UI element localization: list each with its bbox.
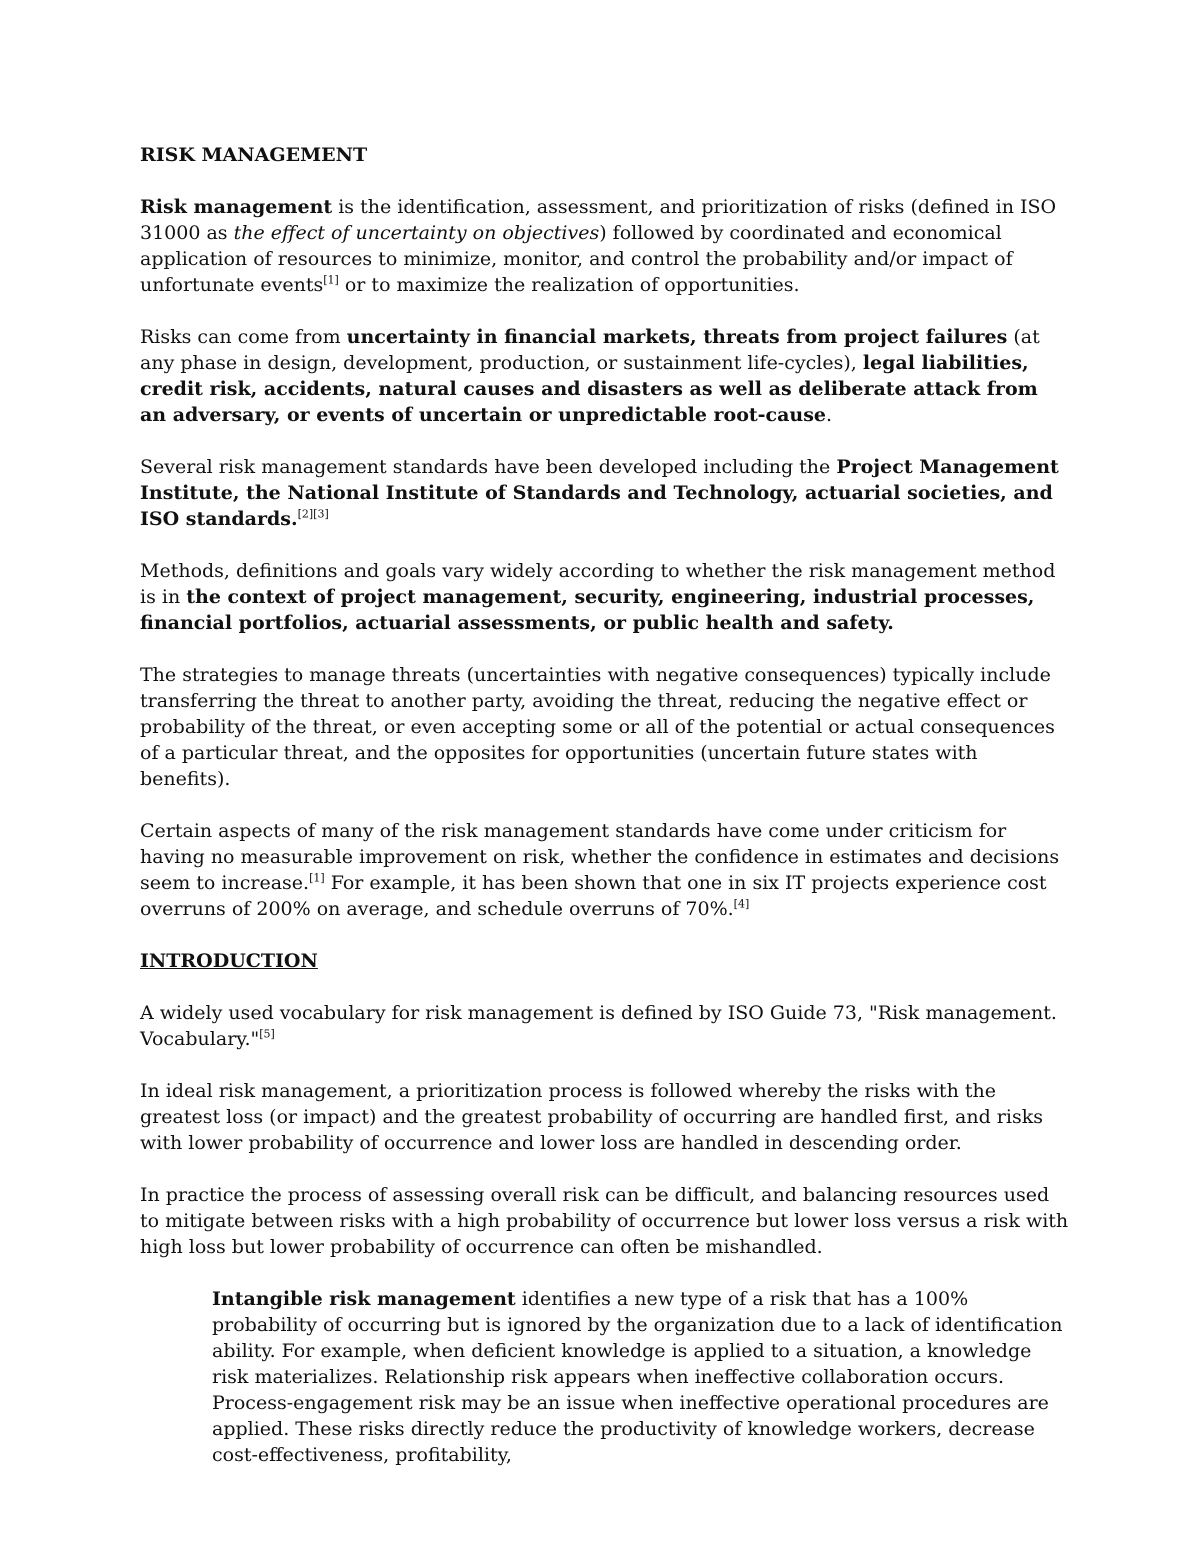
text: is the identification, assessment, and prioritization of risks (defined in ISO 31000 as xyxy=(140,196,1057,244)
paragraph-methods xyxy=(140,558,1070,636)
text: A widely used vocabulary for risk management is defined by ISO Guide 73, "Risk management. Vocabulary." xyxy=(140,1002,1057,1050)
iso-quote: the effect of uncertainty on objectives xyxy=(233,222,600,244)
text: Methods, definitions and goals vary widely according to whether the risk management method is in xyxy=(140,560,1056,608)
bold-text: legal liabilities, credit risk, accidents, natural causes and disasters as well as deliberate attack from an adversary, or events of uncertain or unpredictable root-cause xyxy=(140,352,1038,426)
term-risk-management: Risk management xyxy=(140,196,333,218)
citation-ref: [1] xyxy=(309,871,325,885)
citation-ref: [4] xyxy=(733,897,750,911)
paragraph-strategies: The strategies to manage threats (uncertainties with negative consequences) typically include transferring the threat to another party, avoiding the threat, reducing the negative effect or probability of the threat, or even accepting some or all of the potential or actual consequences of a particular threat, and the opposites for opportunities (uncertain future states with benefits). xyxy=(140,664,1055,790)
text: ) followed by coordinated and economical application of resources to minimize, monitor, and control the probability and/or impact of unfortunate events xyxy=(140,222,1013,296)
paragraph-vocabulary xyxy=(140,1000,1070,1052)
text: For example, it has been shown that one in six IT projects experience cost overruns of 200% on average, and schedule overruns of 70%. xyxy=(140,872,1047,920)
paragraph-criticism xyxy=(140,818,1070,922)
text: identifies a new type of a risk that has a 100% probability of occurring but is ignored by the organization due to a lack of identification ability. For example, when deficient knowledge is applied to a situation, a knowledge risk materializes. Relationship risk appears when ineffective collaboration occurs. Process-engagement risk may be an issue when ineffective operational procedures are applied. These risks directly reduce the productivity of knowledge workers, decrease cost-effectiveness, profitability, xyxy=(212,1288,1063,1466)
document-body xyxy=(140,142,1070,1494)
paragraph-definition xyxy=(140,194,1070,298)
paragraph-ideal: In ideal risk management, a prioritization process is followed whereby the risks with the greatest loss (or impact) and the greatest probability of occurring are handled first, and risks with lower probability of occurrence and lower loss are handled in descending order. xyxy=(140,1080,1043,1154)
text: or to maximize the realization of opportunities. xyxy=(338,274,800,296)
citation-ref: [1] xyxy=(323,273,339,287)
text: (at any phase in design, development, production, or sustainment life-cycles), xyxy=(140,326,1040,374)
section-heading-introduction: INTRODUCTION xyxy=(140,950,318,972)
term-intangible: Intangible risk management xyxy=(212,1288,516,1310)
bold-text: Project Management Institute, the National Institute of Standards and Technology, actuarial societies, and ISO standards. xyxy=(140,456,1059,530)
citation-ref: [2][3] xyxy=(297,507,329,521)
paragraph-intangible xyxy=(140,1286,1070,1468)
bold-text: the context of project management, security, engineering, industrial processes, financial portfolios, actuarial assessments, or public health and safety. xyxy=(140,586,1035,634)
citation-ref: [5] xyxy=(259,1027,275,1041)
bold-text: uncertainty in financial markets, threats from project failures xyxy=(346,326,1008,348)
document-title: RISK MANAGEMENT xyxy=(140,144,368,166)
text: Certain aspects of many of the risk management standards have come under criticism for having no measurable improvement on risk, whether the confidence in estimates and decisions seem to increase. xyxy=(140,820,1060,894)
paragraph-practice: In practice the process of assessing overall risk can be difficult, and balancing resources used to mitigate between risks with a high probability of occurrence but lower loss versus a risk with high loss but lower probability of occurrence can often be mishandled. xyxy=(140,1184,1069,1258)
paragraph-standards xyxy=(140,454,1070,532)
paragraph-risk-sources xyxy=(140,324,1070,428)
text: Several risk management standards have been developed including the xyxy=(140,456,837,478)
text: . xyxy=(826,404,833,426)
text: Risks can come from xyxy=(140,326,347,348)
